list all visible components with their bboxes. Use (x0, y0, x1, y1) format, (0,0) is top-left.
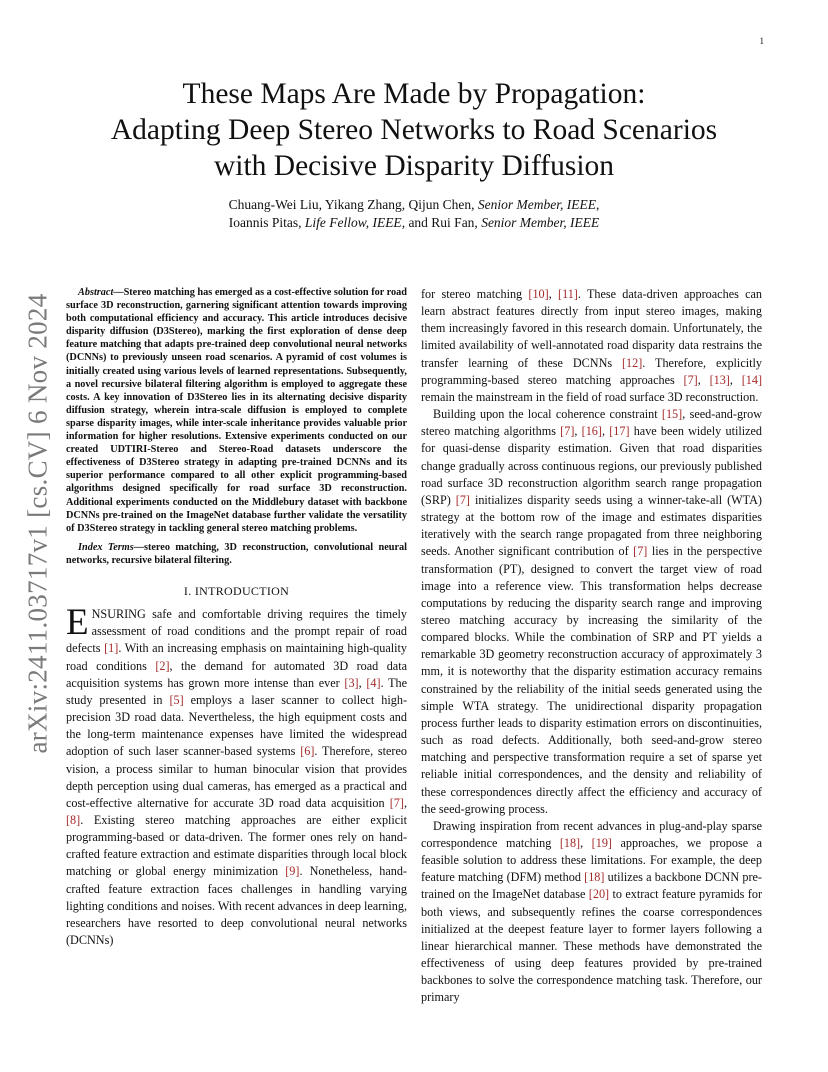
citation-link[interactable]: [7] (560, 424, 575, 439)
arxiv-stamp-text: arXiv:2411.03717v1 [cs.CV] 6 Nov 2024 (22, 292, 53, 754)
right-column (421, 286, 762, 1007)
citation-link[interactable]: [7] (683, 372, 698, 387)
citation-link[interactable]: [1] (104, 641, 119, 656)
title-line-2: Adapting Deep Stereo Networks to Road Scenarios (110, 114, 718, 146)
citation-link[interactable]: [16] (581, 424, 602, 439)
section-heading-introduction: I. INTRODUCTION (183, 583, 290, 598)
abstract: Abstract—Stereo matching has emerged as a cost-effective solution for road surface 3D reconstruction, garnering significant attention towards improving both computational efficiency and accuracy. This article introduces decisive disparity diffusion (D3Stereo), marking the first exploration of dense deep feature matching that adapts pre-trained deep convolutional neural networks (DCNNs) to previously unseen road scenarios. A pyramid of cost volumes is initially created using various levels of learned representations. Subsequently, a novel recursive bilateral filtering algorithm is employed to aggregate these costs. A key innovation of D3Stereo lies in its alternating decisive disparity diffusion strategy, wherein intra-scale diffusion is employed to complete sparse disparity images, while inter-scale inheritance provides valuable prior information for higher resolutions. Extensive experiments conducted on our created UDTIRI-Stereo and Stereo-Road datasets underscore the effectiveness of D3Stereo strategy in adapting pre-trained DCNNs and its superior performance compared to all other explicit programming-based algorithms designed specifically for road surface 3D reconstruction. Additional experiments conducted on the Middlebury dataset with backbone DCNNs pre-trained on the ImageNet database further validate the versatility of D3Stereo strategy in tackling general stereo matching problems. (66, 287, 407, 534)
citation-link[interactable]: [18] (559, 836, 581, 850)
citation-link[interactable]: [9] (285, 864, 300, 879)
citation-link[interactable]: [10] (528, 287, 549, 301)
citation-link[interactable]: [18] (584, 870, 605, 885)
citation-link[interactable]: [4] (366, 675, 381, 690)
citation-link[interactable]: [3] (344, 675, 359, 690)
citation-link[interactable]: [7] (389, 795, 404, 810)
index-terms: Index Terms—stereo matching, 3D reconstruction, convolutional neural networks, recursive bilateral filtering. (66, 541, 407, 566)
drop-cap: E (66, 602, 89, 644)
citation-link[interactable]: [2] (155, 658, 170, 673)
author-list (60, 196, 768, 232)
page-number: 1 (759, 36, 764, 46)
right-paragraph-1: for stereo matching [10], [11]. These data-driven approaches can learn abstract features directly from input stereo images, making them increasingly favored in this research domain. Unfortunately, the limited availability of well-annotated road disparity data restrains the transfer learning of these DCNNs [12]. Therefore, explicitly programming-based stereo matching approaches [7], [13], [14] remain the mainstream in the field of road surface 3D reconstruction. (421, 287, 763, 404)
paper-title (60, 76, 768, 184)
author-line-2: Ioannis Pitas, Life Fellow, IEEE, and Rui Fan, Senior Member, IEEE (228, 215, 600, 230)
right-paragraph-2: Building upon the local coherence constraint [15], seed-and-grow stereo matching algorithms [7], [16], [17] have been widely utilized for quasi-dense disparity estimation. Given that road disparities change gradually across continuous regions, our previously published road surface 3D reconstruction algorithm search range propagation (SRP) [7] initializes disparity seeds using a winner-take-all (WTA) strategy at the bottom row of the image and estimates disparities iteratively with the search range propagated from three neighboring seeds. Another significant contribution of [7] lies in the perspective transformation (PT), designed to convert the target view of road image into a reference view. This transformation helps decrease computations by reducing the disparity search range and improving stereo matching accuracy by increasing the similarity of the compared blocks. While the combination of SRP and PT yields a remarkable 3D geometry reconstruction accuracy of approximately 3 mm, it is noteworthy that the disparity estimation accuracy remains constrained by the reliability of the initial seeds generated using the simple WTA strategy. The unidirectional disparity propagation process further leads to disparity estimation errors on discontinuities, such as road defects. Additionally, both seed-and-grow stereo matching and perspective transformation require a set of sparse yet reliable initial correspondences, and the density and reliability of these correspondences directly affect the efficiency and accuracy of the seed-growing process. (421, 407, 763, 816)
citation-link[interactable]: [7] (633, 544, 648, 559)
citation-link[interactable]: [13] (709, 372, 730, 387)
citation-link[interactable]: [19] (591, 836, 612, 850)
left-column (66, 286, 407, 949)
citation-link[interactable]: [12] (621, 355, 643, 370)
right-paragraph-3: Drawing inspiration from recent advances in plug-and-play sparse correspondence matching [18], [19] approaches, we propose a feasible solution to address these limitations. For example, the deep feature matching (DFM) method [18] utilizes a backbone DCNN pre-trained on the ImageNet database [20] to extract feature pyramids for both views, and subsequently refines the coarse correspondences initialized at the deepest feature layer to former layers following a linear hierarchical manner. These methods have demonstrated the effectiveness of using deep features provided by pre-trained backbones to solve the correspondence matching task. Therefore, our primary (421, 818, 763, 1005)
citation-link[interactable]: [11] (558, 287, 578, 301)
title-line-3: with Decisive Disparity Diffusion (213, 150, 615, 182)
citation-link[interactable]: [17] (609, 424, 630, 439)
citation-link[interactable]: [7] (455, 492, 470, 507)
citation-link[interactable]: [20] (588, 887, 610, 902)
citation-link[interactable]: [8] (66, 813, 81, 827)
citation-link[interactable]: [14] (741, 372, 763, 387)
citation-link[interactable]: [15] (661, 407, 683, 422)
title-line-1: These Maps Are Made by Propagation: (182, 78, 646, 110)
author-line-1: Chuang-Wei Liu, Yikang Zhang, Qijun Chen, Senior Member, IEEE, (228, 197, 600, 212)
citation-link[interactable]: [6] (300, 744, 315, 759)
arxiv-stamp (14, 288, 62, 758)
intro-paragraph-1: ENSURING safe and comfortable driving requires the timely assessment of road conditions and the prompt repair of road defects [1]. With an increasing emphasis on maintaining high-quality road conditions [2], the demand for automated 3D road data acquisition systems has grown more intense than ever [3], [4]. The study presented in [5] employs a laser scanner to collect high-precision 3D road data. Nevertheless, the high equipment costs and the long-term maintenance expenses have limited the widespread adoption of such laser scanner-based systems [6]. Therefore, stereo vision, a process similar to human binocular vision that provides depth perception using dual cameras, has emerged as a practical and cost-effective alternative for accurate 3D road data acquisition [7], [8]. Existing stereo matching approaches are either explicit programming-based or data-driven. The former ones rely on hand-crafted feature extraction and estimate disparities through local block matching or global energy minimization [9]. Nonetheless, hand-crafted feature extraction faces challenges in handling varying lighting conditions and noises. With recent advances in deep learning, researchers have resorted to deep convolutional neural networks (DCNNs) (66, 602, 408, 948)
citation-link[interactable]: [5] (169, 692, 184, 707)
